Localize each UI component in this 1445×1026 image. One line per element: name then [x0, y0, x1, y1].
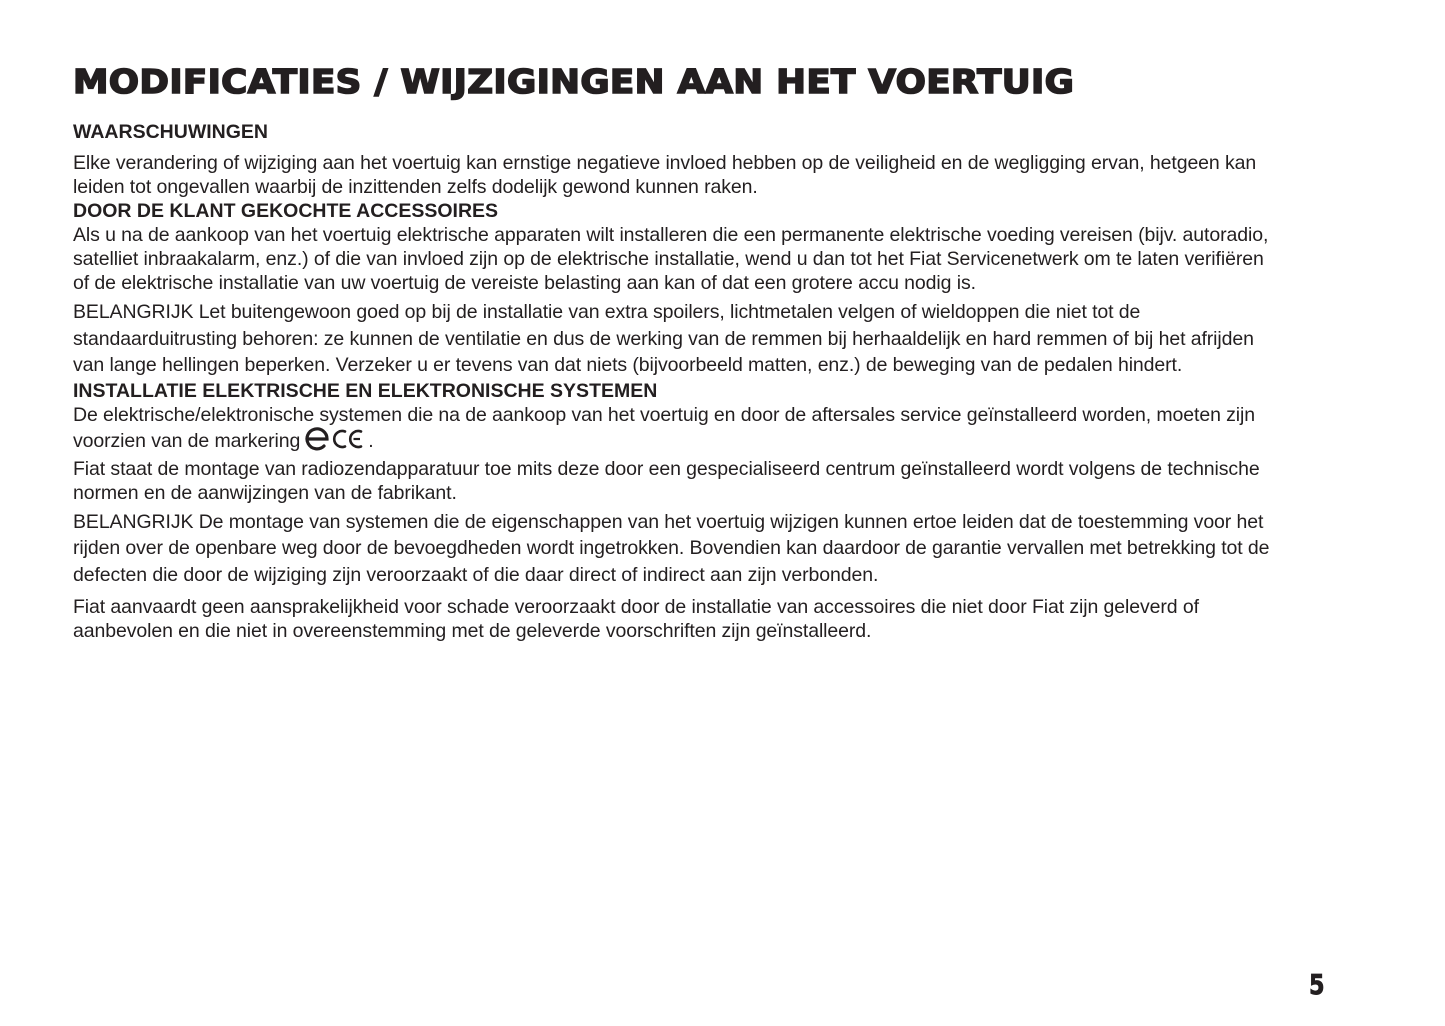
e-ce-marking-icon [304, 427, 368, 451]
electrical-paragraph-1-text: De elektrische/elektronische systemen die na de aankoop van het voertuig en door de aftersales service geïnstalleerd worden, moeten zijn voorzien van de markering [73, 403, 1256, 452]
accessories-paragraph-important: BELANGRIJK Let buitengewoon goed op bij de installatie van extra spoilers, lichtmetalen velgen of wieldoppen die niet tot de standaarduitrusting behoren: ze kunnen de ventilatie en dus de werking van de remmen bij herhaaldelijk en hard remmen of bij het afrijden van lange hellingen beperken. Verzeker u er tevens van dat niets (bijvoorbeeld matten, enz.) de beweging van de pedalen hindert. [73, 301, 1254, 376]
page-number: 5 [1309, 968, 1325, 1001]
section-heading-electrical: INSTALLATIE ELEKTRISCHE EN ELEKTRONISCHE SYSTEMEN [73, 379, 658, 402]
warnings-paragraph: Elke verandering of wijziging aan het voertuig kan ernstige negatieve invloed hebben op de veiligheid en de wegligging ervan, hetgeen kan leiden tot ongevallen waarbij de inzittenden zelfs dodelijk gewond kunnen raken. [73, 152, 1257, 198]
section-heading-accessories: DOOR DE KLANT GEKOCHTE ACCESSOIRES [73, 200, 499, 222]
electrical-paragraph-liability: Fiat aanvaardt geen aansprakelijkheid voor schade veroorzaakt door de installatie van accessoires die niet door Fiat zijn geleverd of aanbevolen en die niet in overeenstemming met de geleverde voorschriften zijn geïnstalleerd. [73, 596, 1199, 642]
accessories-paragraph-1: Als u na de aankoop van het voertuig elektrische apparaten wilt installeren die een permanente elektrische voeding vereisen (bijv. autoradio, satelliet inbraakalarm, enz.) of die van invloed zijn op de elektrische installatie, wend u dan tot het Fiat Servicenetwerk om te laten verifiëren of de elektrische installatie van uw voertuig de vereiste belasting aan kan of dat een grotere accu nodig is. [73, 224, 1269, 294]
electrical-paragraph-important: BELANGRIJK De montage van systemen die de eigenschappen van het voertuig wijzigen kunnen ertoe leiden dat de toestemming voor het rijden over de openbare weg door de bevoegdheden wordt ingetrokken. Bovendien kan daardoor de garantie vervallen met betrekking tot de defecten die door de wijziging zijn veroorzaakt of die daar direct of indirect aan zijn verbonden. [73, 510, 1270, 586]
section-heading-warnings: WAARSCHUWINGEN [73, 121, 268, 143]
document-page [73, 62, 1273, 643]
page-title: MODIFICATIES / WIJZIGINGEN AAN HET VOERTUIG [73, 62, 1075, 101]
electrical-paragraph-1 [73, 403, 1273, 453]
electrical-paragraph-2: Fiat staat de montage van radiozendapparatuur toe mits deze door een gespecialiseerd centrum geïnstalleerd wordt volgens de technische normen en de aanwijzingen van de fabrikant. [73, 457, 1260, 504]
electrical-paragraph-1-end: . [368, 429, 374, 452]
